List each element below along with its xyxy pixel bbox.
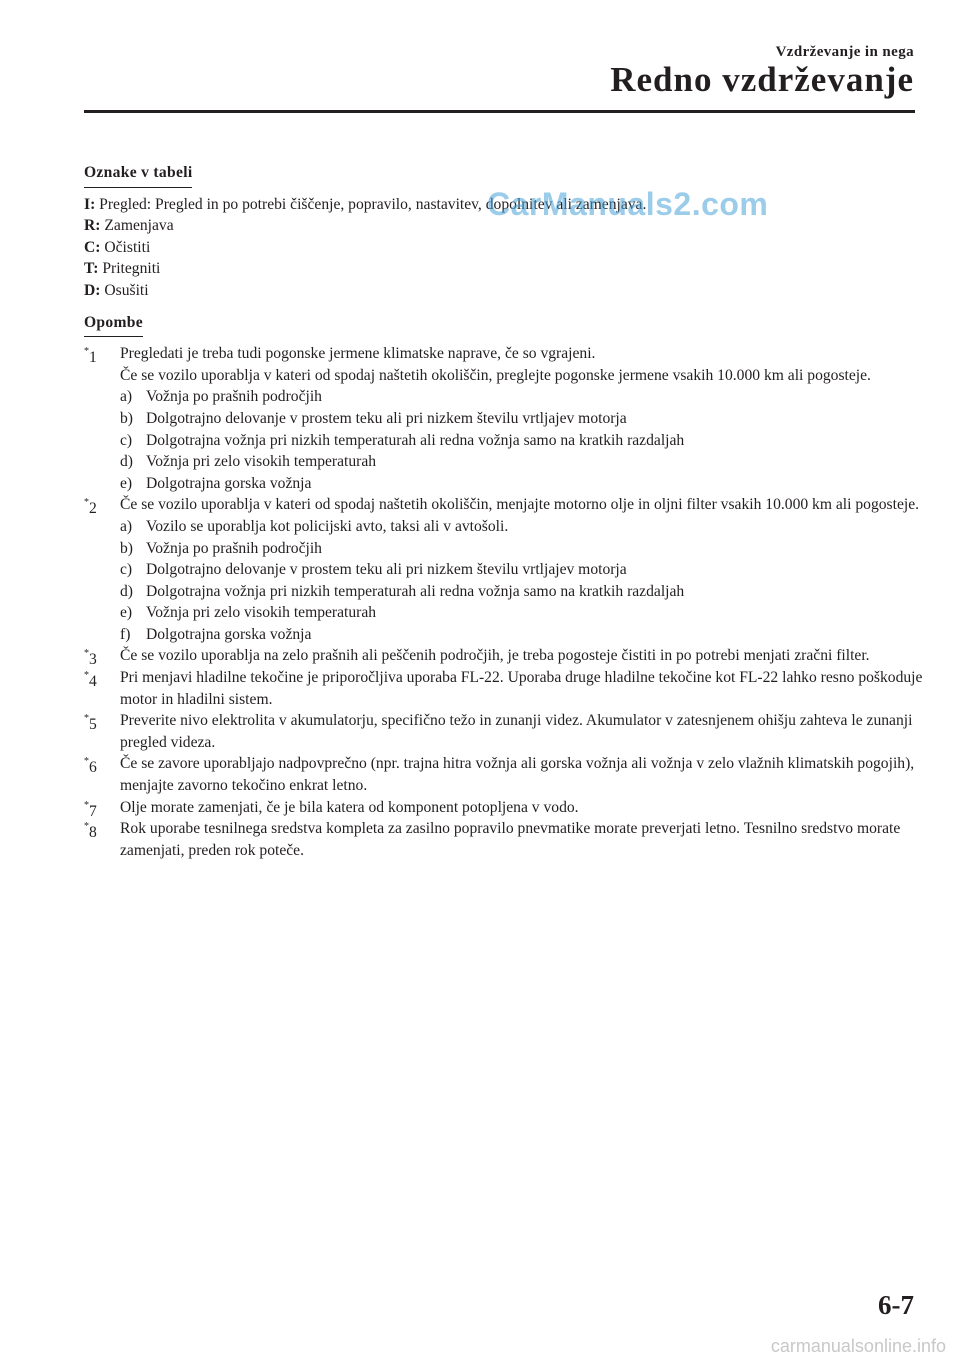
note-number: 7: [89, 802, 97, 820]
footer-watermark: carmanualsonline.info: [770, 1336, 946, 1356]
note-subitem: [120, 559, 944, 581]
note-text: Preverite nivo elektrolita v akumulatorju, specifično težo in zunanji videz. Akumulator v zatesnjenem ohišju zahteva le zunanji pregled videza.: [120, 712, 913, 751]
note-number: 6: [89, 759, 97, 777]
note-text: Če se vozilo uporablja v kateri od spodaj naštetih okoliščin, preglejte pogonske jermene vsakih 10.000 km ali pogosteje.: [120, 366, 871, 384]
note-text: Pri menjavi hladilne tekočine je priporočljiva uporaba FL-22. Uporaba druge hladilne tekočine kot FL-22 lahko resno poškoduje motor in hladilni sistem.: [120, 669, 923, 708]
page-number: 6-7: [878, 1290, 914, 1320]
legend-code: I:: [84, 195, 96, 213]
note-marker: [84, 343, 97, 369]
subitem-letter: f): [120, 625, 131, 643]
notes-list: [84, 343, 944, 861]
subitem-letter: d): [120, 453, 133, 471]
subitem-letter: a): [120, 388, 133, 406]
note-item: [84, 797, 944, 819]
legend-item: [84, 258, 944, 280]
note-item: [84, 494, 944, 645]
note-asterisk: *: [84, 497, 89, 509]
note-number: 2: [89, 500, 97, 518]
note-text: Rok uporabe tesnilnega sredstva kompleta za zasilno popravilo pnevmatike morate preverjati letno. Tesnilno sredstvo morate zamenjati, preden rok poteče.: [120, 820, 901, 859]
note-item: [84, 710, 944, 753]
note-item: [84, 343, 944, 494]
legend-code: C:: [84, 238, 101, 256]
subitem-text: Vožnja po prašnih področjih: [146, 539, 322, 557]
chapter-title: Redno vzdrževanje: [610, 60, 914, 99]
note-item: [84, 645, 944, 667]
subitem-text: Dolgotrajno delovanje v prostem teku ali pri nizkem številu vrtljajev motorja: [146, 561, 627, 579]
note-asterisk: *: [84, 799, 89, 811]
legend-code: D:: [84, 281, 101, 299]
note-number: 5: [89, 716, 97, 734]
page-content: [84, 162, 944, 861]
note-subitem: [120, 624, 944, 646]
note-subitem: [120, 516, 944, 538]
note-marker: [84, 710, 97, 736]
subitem-text: Dolgotrajno delovanje v prostem teku ali pri nizkem številu vrtljajev motorja: [146, 409, 627, 427]
subitem-text: Vožnja po prašnih področjih: [146, 388, 322, 406]
note-number: 4: [89, 673, 97, 691]
note-number: 8: [89, 824, 97, 842]
subitem-letter: b): [120, 409, 133, 427]
subitem-text: Dolgotrajna vožnja pri nizkih temperaturah ali redna vožnja samo na kratkih razdaljah: [146, 431, 685, 449]
note-text: Olje morate zamenjati, če je bila katera od komponent potopljena v vodo.: [120, 798, 579, 816]
note-text: Če se vozilo uporablja v kateri od spodaj naštetih okoliščin, menjajte motorno olje in oljni filter vsakih 10.000 km ali pogosteje.: [120, 496, 920, 514]
note-marker: [84, 667, 97, 693]
note-asterisk: *: [84, 346, 89, 358]
legend-code: T:: [84, 260, 99, 278]
note-item: [84, 818, 944, 861]
note-number: 3: [89, 651, 97, 669]
subitem-letter: e): [120, 604, 133, 622]
subitem-text: Vožnja pri zelo visokih temperaturah: [146, 604, 377, 622]
header-rule: [84, 110, 915, 113]
legend-text: Očistiti: [104, 238, 151, 256]
note-asterisk: *: [84, 713, 89, 725]
subitem-letter: e): [120, 474, 133, 492]
note-marker: [84, 818, 97, 844]
subitem-text: Vozilo se uporablja kot policijski avto, taksi ali v avtošoli.: [146, 517, 509, 535]
notes-heading: Opombe: [84, 312, 143, 338]
note-subitem: [120, 473, 944, 495]
subitem-text: Dolgotrajna gorska vožnja: [146, 474, 312, 492]
subitem-letter: a): [120, 517, 133, 535]
legend-heading: Oznake v tabeli: [84, 162, 192, 188]
subitem-letter: d): [120, 582, 133, 600]
note-number: 1: [89, 349, 97, 367]
subitem-letter: b): [120, 539, 133, 557]
note-asterisk: *: [84, 756, 89, 768]
legend-text: Pregled: Pregled in po potrebi čiščenje, popravilo, nastavitev, dopolnitev ali zamenjava.: [99, 195, 647, 213]
note-item: [84, 667, 944, 710]
note-marker: [84, 494, 97, 520]
subitem-text: Dolgotrajna gorska vožnja: [146, 625, 312, 643]
legend-item: [84, 280, 944, 302]
subitem-letter: c): [120, 561, 133, 579]
note-text: Pregledati je treba tudi pogonske jermene klimatske naprave, če so vgrajeni.: [120, 345, 596, 363]
legend-text: Osušiti: [104, 281, 149, 299]
note-text: Če se vozilo uporablja na zelo prašnih ali peščenih področjih, je treba pogosteje čistiti in po potrebi menjati zračni filter.: [120, 647, 870, 665]
note-marker: [84, 753, 97, 779]
note-asterisk: *: [84, 670, 89, 682]
note-subitem: [120, 386, 944, 408]
legend-code: R:: [84, 217, 101, 235]
note-asterisk: *: [84, 821, 89, 833]
note-subitem: [120, 602, 944, 624]
watermark: CarManuals2.com: [487, 186, 769, 222]
note-subitem: [120, 451, 944, 473]
subitem-text: Vožnja pri zelo visokih temperaturah: [146, 453, 377, 471]
legend-item: [84, 237, 944, 259]
note-subitem: [120, 581, 944, 603]
note-subitem: [120, 408, 944, 430]
note-subitem: [120, 430, 944, 452]
note-asterisk: *: [84, 648, 89, 660]
note-text: Če se zavore uporabljajo nadpovprečno (npr. trajna hitra vožnja ali gorska vožnja ali vožnja v zelo vlažnih klimatskih pogojih), menjajte zavorno tekočino enkrat letno.: [120, 755, 915, 795]
subitem-letter: c): [120, 431, 133, 449]
legend-text: Pritegniti: [102, 260, 161, 278]
legend-text: Zamenjava: [104, 217, 174, 235]
section-title: Vzdrževanje in nega: [775, 44, 914, 60]
note-item: [84, 753, 944, 796]
subitem-text: Dolgotrajna vožnja pri nizkih temperaturah ali redna vožnja samo na kratkih razdaljah: [146, 582, 685, 600]
note-subitem: [120, 538, 944, 560]
